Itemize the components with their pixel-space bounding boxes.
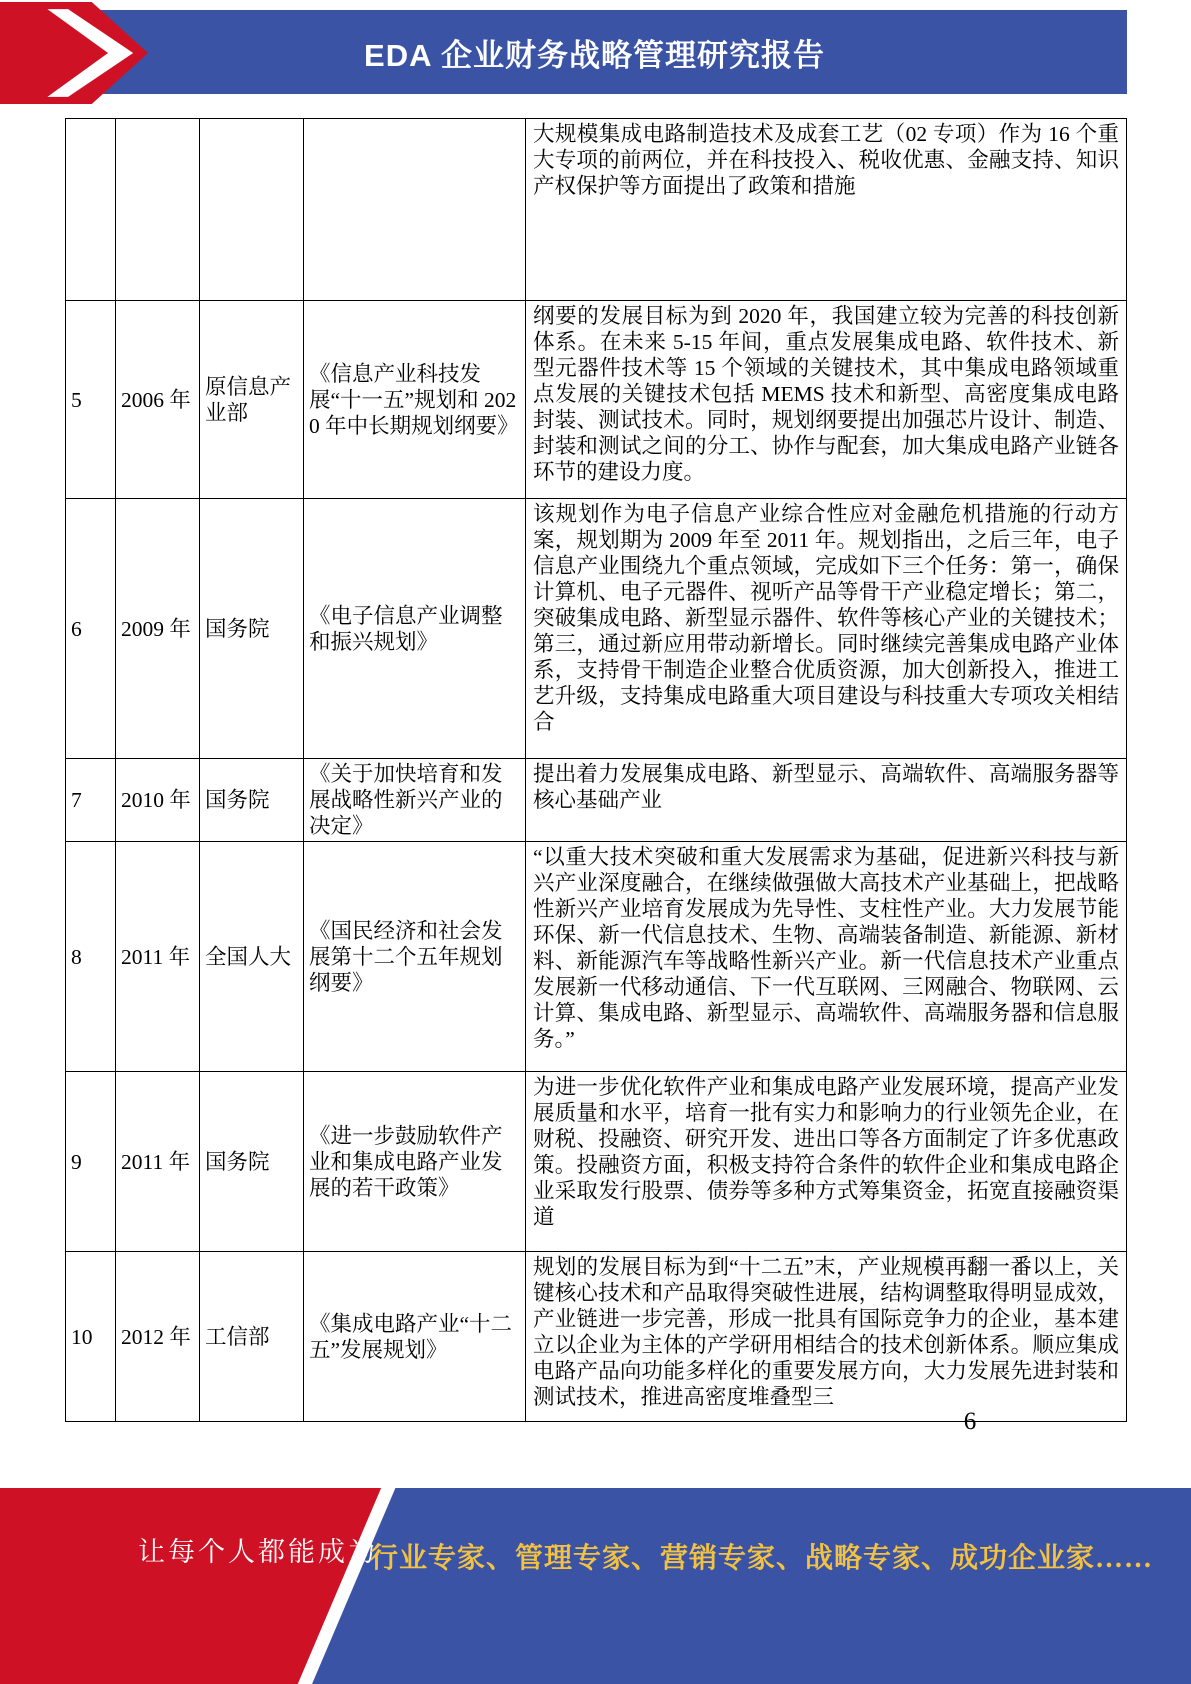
cell-description: 大规模集成电路制造技术及成套工艺（02 专项）作为 16 个重大专项的前两位，并在科技投入、税收优惠、金融支持、知识产权保护等方面提出了政策和措施 <box>526 119 1127 301</box>
cell-description: 该规划作为电子信息产业综合性应对金融危机措施的行动方案，规划期为 2009 年至 2011 年。规划指出，之后三年，电子信息产业围绕九个重点领域，完成如下三个任务：第一，确保计算机、电子元器件、视听产品等骨干产业稳定增长；第二，突破集成电路、新型显示器件、软件等核心产业的关键技术；第三，通过新应用带动新增长。同时继续完善集成电路产业体系，支持骨干制造企业整合优质资源，加大创新投入，推进工艺升级，支持集成电路重大项目建设与科技重大专项攻关相结合 <box>526 499 1127 759</box>
cell-agency: 国务院 <box>200 759 304 842</box>
cell-policy: 《关于加快培育和发展战略性新兴产业的决定》 <box>304 759 526 842</box>
cell-year: 2011 年 <box>116 842 200 1072</box>
cell-year: 2012 年 <box>116 1252 200 1422</box>
cell-index: 9 <box>66 1072 116 1252</box>
cell-policy: 《进一步鼓励软件产业和集成电路产业发展的若干政策》 <box>304 1072 526 1252</box>
table-row <box>66 499 1127 759</box>
cell-year: 2011 年 <box>116 1072 200 1252</box>
cell-index: 7 <box>66 759 116 842</box>
cell-year <box>116 119 200 301</box>
table-row <box>66 119 1127 301</box>
cell-year: 2010 年 <box>116 759 200 842</box>
footer-slogan-left: 让每个人都能成为 <box>138 1537 378 1567</box>
cell-agency: 原信息产业部 <box>200 301 304 499</box>
cell-policy <box>304 119 526 301</box>
cell-agency: 国务院 <box>200 499 304 759</box>
cell-description: 纲要的发展目标为到 2020 年，我国建立较为完善的科技创新体系。在未来 5-15 年间，重点发展集成电路、软件技术、新型元器件技术等 15 个领域的关键技术，其中集成电路领域重点发展的关键技术包括 MEMS 技术和新型、高密度集成电路封装、测试技术。同时，规划纲要提出加强芯片设计、制造、封装和测试之间的分工、协作与配套，加大集成电路产业链各环节的建设力度。 <box>526 301 1127 499</box>
cell-description: 规划的发展目标为到“十二五”末，产业规模再翻一番以上，关键核心技术和产品取得突破性进展，结构调整取得明显成效，产业链进一步完善，形成一批具有国际竞争力的企业，基本建立以企业为主体的产学研用相结合的技术创新体系。顺应集成电路产品向功能多样化的重要发展方向，大力发展先进封装和测试技术，推进高密度堆叠型三 <box>526 1252 1127 1422</box>
page-footer <box>0 1488 1191 1684</box>
table-row <box>66 759 1127 842</box>
cell-agency: 国务院 <box>200 1072 304 1252</box>
cell-policy: 《国民经济和社会发展第十二个五年规划纲要》 <box>304 842 526 1072</box>
cell-policy: 《电子信息产业调整和振兴规划》 <box>304 499 526 759</box>
cell-agency <box>200 119 304 301</box>
page-number: 6 <box>963 1408 977 1435</box>
cell-year: 2009 年 <box>116 499 200 759</box>
cell-index: 5 <box>66 301 116 499</box>
table-row <box>66 842 1127 1072</box>
footer-slogan-right: 行业专家、管理专家、营销专家、战略专家、成功企业家…… <box>370 1543 1154 1574</box>
cell-policy: 《集成电路产业“十二五”发展规划》 <box>304 1252 526 1422</box>
cell-index: 6 <box>66 499 116 759</box>
cell-agency: 全国人大 <box>200 842 304 1072</box>
table-row <box>66 301 1127 499</box>
cell-year: 2006 年 <box>116 301 200 499</box>
red-arrow-icon <box>0 2 148 104</box>
cell-index: 8 <box>66 842 116 1072</box>
cell-description: 提出着力发展集成电路、新型显示、高端软件、高端服务器等核心基础产业 <box>526 759 1127 842</box>
report-title: EDA 企业财务战略管理研究报告 <box>364 37 825 73</box>
cell-policy: 《信息产业科技发展“十一五”规划和 2020 年中长期规划纲要》 <box>304 301 526 499</box>
cell-index: 10 <box>66 1252 116 1422</box>
header-banner <box>62 10 1127 94</box>
table-row <box>66 1072 1127 1252</box>
cell-description: “以重大技术突破和重大发展需求为基础，促进新兴科技与新兴产业深度融合，在继续做强做大高技术产业基础上，把战略性新兴产业培育发展成为先导性、支柱性产业。大力发展节能环保、新一代信息技术、生物、高端装备制造、新能源、新材料、新能源汽车等战略性新兴产业。新一代信息技术产业重点发展新一代移动通信、下一代互联网、三网融合、物联网、云计算、集成电路、新型显示、高端软件、高端服务器和信息服务。” <box>526 842 1127 1072</box>
cell-agency: 工信部 <box>200 1252 304 1422</box>
cell-description: 为进一步优化软件产业和集成电路产业发展环境，提高产业发展质量和水平，培育一批有实力和影响力的行业领先企业，在财税、投融资、研究开发、进出口等各方面制定了许多优惠政策。投融资方面，积极支持符合条件的软件企业和集成电路企业采取发行股票、债券等多种方式筹集资金，拓宽直接融资渠道 <box>526 1072 1127 1252</box>
cell-index <box>66 119 116 301</box>
table-row <box>66 1252 1127 1422</box>
policy-table <box>65 118 1127 1422</box>
